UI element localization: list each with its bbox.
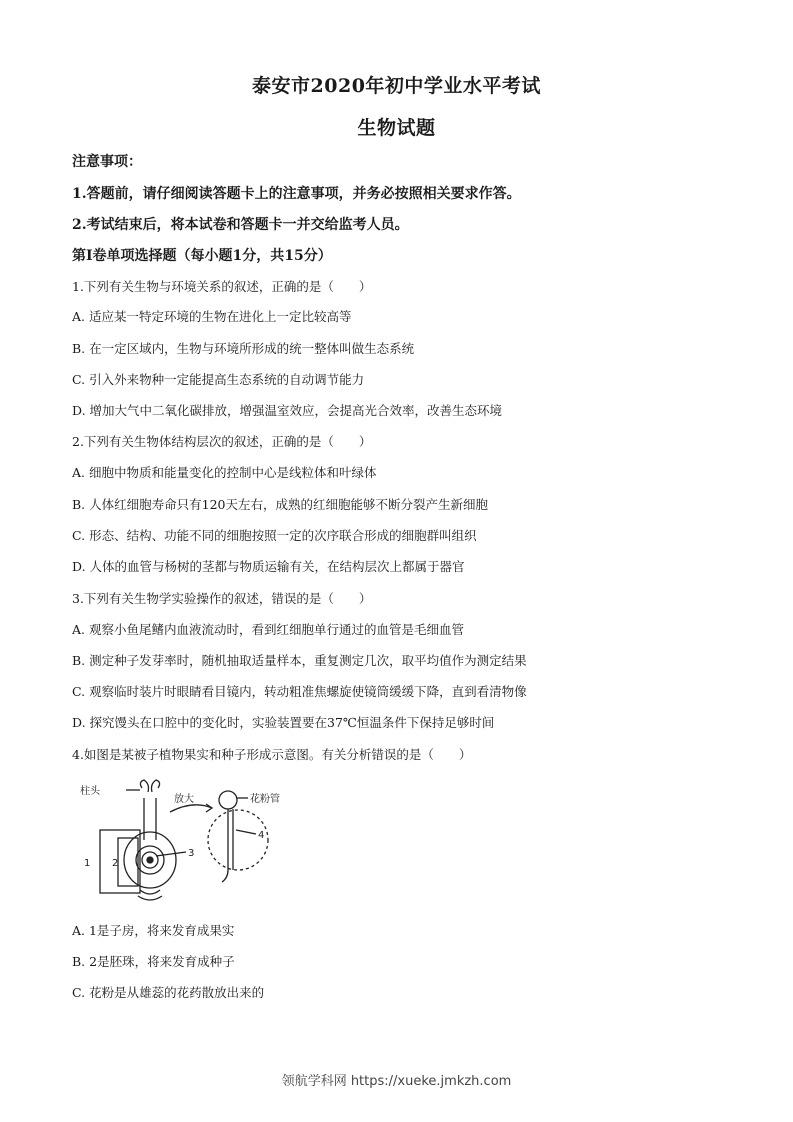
section-title: 第Ⅰ卷单项选择题（每小题1分，共15分） — [72, 248, 332, 264]
label-stigma: 柱头 — [80, 786, 100, 797]
question-2-option-b: B. 人体红细胞寿命只有120天左右，成熟的红细胞能够不断分裂产生新细胞 — [72, 497, 488, 512]
exam-title: 泰安市2020年初中学业水平考试 — [252, 75, 541, 97]
question-1-option-c: C. 引入外来物种一定能提高生态系统的自动调节能力 — [72, 372, 365, 387]
footer-watermark: 领航学科网 https://xueke.jmkzh.com — [281, 1074, 512, 1089]
question-4-option-b: B. 2是胚珠，将来发育成种子 — [72, 954, 235, 969]
question-1-stem: 1.下列有关生物与环境关系的叙述，正确的是（ ） — [72, 279, 372, 294]
exam-subtitle: 生物试题 — [357, 117, 436, 139]
question-2-option-c: C. 形态、结构、功能不同的细胞按照一定的次序联合形成的细胞群叫组织 — [72, 528, 477, 543]
ovary-box — [100, 830, 140, 893]
fruit-seed-formation-diagram — [78, 778, 298, 903]
question-1-option-a: A. 适应某一特定环境的生物在进化上一定比较高等 — [72, 309, 352, 324]
notice-item-2: 2.考试结束后，将本试卷和答题卡一并交给监考人员。 — [72, 217, 409, 233]
question-2-option-a: A. 细胞中物质和能量变化的控制中心是线粒体和叶绿体 — [72, 465, 377, 480]
question-3-option-d: D. 探究馒头在口腔中的变化时，实验装置要在37℃恒温条件下保持足够时间 — [72, 715, 495, 730]
label-pollen-tube: 花粉管 — [250, 794, 280, 805]
question-2-stem: 2.下列有关生物体结构层次的叙述，正确的是（ ） — [72, 434, 372, 449]
question-1-option-d: D. 增加大气中二氧化碳排放，增强温室效应，会提高光合效率，改善生态环境 — [72, 403, 503, 418]
question-3-option-c: C. 观察临时装片时眼睛看目镜内，转动粗准焦螺旋使镜筒缓缓下降，直到看清物像 — [72, 684, 527, 699]
question-4-option-c: C. 花粉是从雄蕊的花药散放出来的 — [72, 985, 265, 1000]
label-magnify: 放大 — [174, 794, 194, 805]
label-4: 4 — [258, 830, 265, 841]
label-1: 1 — [84, 858, 91, 869]
question-3-option-a: A. 观察小鱼尾鳍内血液流动时，看到红细胞单行通过的血管是毛细血管 — [72, 622, 464, 637]
question-2-option-d: D. 人体的血管与杨树的茎都与物质运输有关，在结构层次上都属于器官 — [72, 559, 465, 574]
notice-item-1: 1.答题前，请仔细阅读答题卡上的注意事项，并务必按照相关要求作答。 — [72, 186, 521, 202]
question-3-stem: 3.下列有关生物学实验操作的叙述，错误的是（ ） — [72, 591, 372, 606]
notice-heading: 注意事项： — [72, 154, 142, 170]
pollen-grain — [219, 791, 237, 809]
question-1-option-b: B. 在一定区域内，生物与环境所形成的统一整体叫做生态系统 — [72, 341, 415, 356]
question-4-stem: 4.如图是某被子植物果实和种子形成示意图。有关分析错误的是（ ） — [72, 747, 472, 762]
label-2: 2 — [112, 858, 119, 869]
question-4-option-a: A. 1是子房，将来发育成果实 — [72, 923, 235, 938]
label-3: 3 — [188, 848, 195, 859]
question-3-option-b: B. 测定种子发芽率时，随机抽取适量样本，重复测定几次，取平均值作为测定结果 — [72, 653, 527, 668]
